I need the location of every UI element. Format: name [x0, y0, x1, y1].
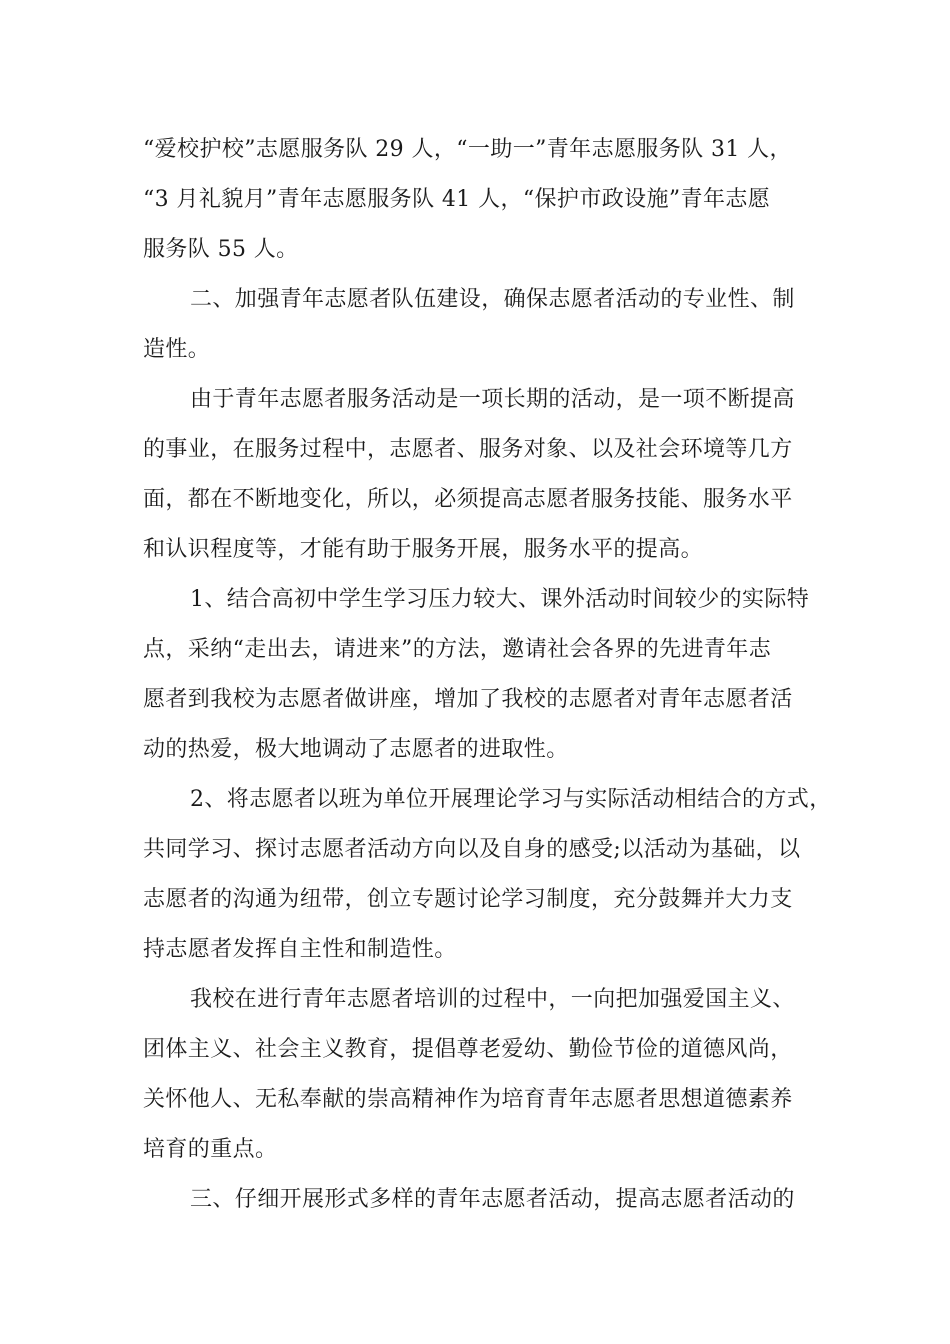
- text-line: 关怀他人、无私奉献的崇高精神作为培育青年志愿者思想道德素养: [143, 1087, 793, 1112]
- list-item-line: 1、结合高初中学生学习压力较大、课外活动时间较少的实际特: [190, 587, 810, 612]
- list-item-line: 动的热爱，极大地调动了志愿者的进取性。: [143, 737, 569, 762]
- list-item-line: 持志愿者发挥自主性和制造性。: [143, 937, 457, 962]
- text-line: 我校在进行青年志愿者培训的过程中，一向把加强爱国主义、: [190, 987, 795, 1012]
- section-heading-line: 二、加强青年志愿者队伍建设，确保志愿者活动的专业性、制: [190, 287, 795, 312]
- list-item-line: 点，采纳“走出去，请进来”的方法，邀请社会各界的先进青年志: [143, 637, 772, 662]
- list-item-line: 2、将志愿者以班为单位开展理论学习与实际活动相结合的方式，: [190, 787, 832, 812]
- text-line: “爱校护校”志愿服务队 29 人，“一助一”青年志愿服务队 31 人，: [143, 137, 792, 162]
- text-line: 服务队 55 人。: [143, 237, 299, 262]
- text-line: 和认识程度等，才能有助于服务开展，服务水平的提高。: [143, 537, 704, 562]
- list-item-line: 共同学习、探讨志愿者活动方向以及自身的感受;以活动为基础，以: [143, 837, 801, 862]
- list-item-line: 愿者到我校为志愿者做讲座，增加了我校的志愿者对青年志愿者活: [143, 687, 793, 712]
- list-item-line: 志愿者的沟通为纽带，创立专题讨论学习制度，充分鼓舞并大力支: [143, 887, 793, 912]
- section-heading-line: 三、仔细开展形式多样的青年志愿者活动，提高志愿者活动的: [190, 1187, 795, 1212]
- text-line: 由于青年志愿者服务活动是一项长期的活动，是一项不断提高: [190, 387, 795, 412]
- text-line: 团体主义、社会主义教育，提倡尊老爱幼、勤俭节俭的道德风尚，: [143, 1037, 793, 1062]
- text-line: 面，都在不断地变化，所以，必须提高志愿者服务技能、服务水平: [143, 487, 793, 512]
- text-line: “3 月礼貌月”青年志愿服务队 41 人，“保护市政设施”青年志愿: [143, 187, 771, 212]
- text-line: 的事业，在服务过程中，志愿者、服务对象、以及社会环境等几方: [143, 437, 793, 462]
- text-line: 培育的重点。: [143, 1137, 278, 1162]
- section-heading-line: 造性。: [143, 337, 211, 362]
